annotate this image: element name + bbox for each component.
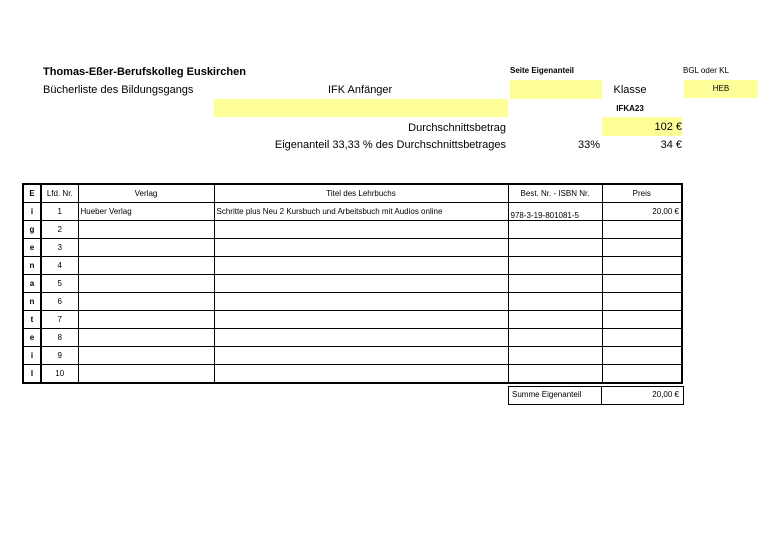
preis-cell[interactable]	[602, 365, 682, 384]
empty-highlight-field[interactable]	[214, 99, 508, 117]
table-row	[23, 329, 682, 347]
isbn-cell[interactable]	[508, 239, 602, 257]
preis-cell[interactable]	[602, 311, 682, 329]
row-number: 6	[41, 293, 78, 311]
titel-cell[interactable]	[214, 329, 508, 347]
isbn-cell[interactable]	[508, 257, 602, 275]
bgl-value: HEB	[712, 84, 730, 93]
column-header-preis: Preis	[602, 184, 682, 203]
row-number: 4	[41, 257, 78, 275]
school-title: Thomas-Eßer-Berufskolleg Euskirchen	[43, 66, 246, 78]
side-letter: n	[23, 293, 41, 311]
verlag-cell[interactable]	[78, 293, 214, 311]
own-share-percent: 33%	[577, 139, 600, 151]
table-row	[23, 239, 682, 257]
side-letter: a	[23, 275, 41, 293]
isbn-cell[interactable]: 978-3-19-801081-5	[508, 203, 602, 221]
table-row	[23, 311, 682, 329]
table-row	[23, 347, 682, 365]
isbn-cell[interactable]	[508, 275, 602, 293]
titel-cell[interactable]	[214, 347, 508, 365]
verlag-cell[interactable]: Hueber Verlag	[78, 203, 214, 221]
side-letter: g	[23, 221, 41, 239]
verlag-cell[interactable]	[78, 347, 214, 365]
course-highlight-field[interactable]	[510, 80, 602, 99]
side-letter: n	[23, 257, 41, 275]
klasse-value: IFKA23	[616, 104, 644, 113]
bgl-label: BGL oder KL	[683, 66, 729, 75]
row-number: 7	[41, 311, 78, 329]
preis-cell[interactable]	[602, 257, 682, 275]
summary-value: 20,00 €	[652, 390, 679, 399]
titel-cell[interactable]	[214, 239, 508, 257]
isbn-cell[interactable]	[508, 293, 602, 311]
isbn-cell[interactable]	[508, 221, 602, 239]
table-header-row	[23, 184, 682, 203]
preis-cell[interactable]	[602, 221, 682, 239]
verlag-cell[interactable]	[78, 329, 214, 347]
table-row	[23, 221, 682, 239]
summary-divider	[601, 386, 602, 404]
verlag-cell[interactable]	[78, 275, 214, 293]
klasse-label: Klasse	[613, 84, 647, 96]
titel-cell[interactable]	[214, 311, 508, 329]
seite-eigenanteil-label: Seite Eigenanteil	[510, 66, 575, 75]
preis-cell[interactable]: 20,00 €	[602, 203, 682, 221]
verlag-cell[interactable]	[78, 239, 214, 257]
table-row	[23, 293, 682, 311]
side-letter: e	[23, 329, 41, 347]
own-share-value: 34 €	[660, 139, 682, 151]
column-header-lfd-nr: Lfd. Nr.	[41, 184, 78, 203]
table-row	[23, 203, 682, 221]
preis-cell[interactable]	[602, 347, 682, 365]
column-header-e: E	[23, 184, 41, 203]
verlag-cell[interactable]	[78, 365, 214, 384]
column-header-verlag: Verlag	[78, 184, 214, 203]
verlag-cell[interactable]	[78, 221, 214, 239]
titel-cell[interactable]	[214, 221, 508, 239]
summary-label: Summe Eigenanteil	[512, 390, 582, 399]
average-value: 102 €	[654, 121, 682, 133]
verlag-cell[interactable]	[78, 311, 214, 329]
side-letter: i	[23, 347, 41, 365]
row-number: 9	[41, 347, 78, 365]
row-number: 5	[41, 275, 78, 293]
table-row	[23, 257, 682, 275]
course-name: IFK Anfänger	[328, 84, 393, 96]
titel-cell[interactable]: Schritte plus Neu 2 Kursbuch und Arbeitsbuch mit Audios online	[214, 203, 508, 221]
table-row	[23, 275, 682, 293]
side-letter: l	[23, 365, 41, 384]
book-table	[22, 183, 683, 384]
column-header-titel: Titel des Lehrbuchs	[214, 184, 508, 203]
preis-cell[interactable]	[602, 293, 682, 311]
isbn-cell[interactable]	[508, 365, 602, 384]
titel-cell[interactable]	[214, 365, 508, 384]
verlag-cell[interactable]	[78, 257, 214, 275]
isbn-cell[interactable]	[508, 347, 602, 365]
titel-cell[interactable]	[214, 257, 508, 275]
side-letter: t	[23, 311, 41, 329]
row-number: 2	[41, 221, 78, 239]
titel-cell[interactable]	[214, 293, 508, 311]
isbn-cell[interactable]	[508, 311, 602, 329]
row-number: 10	[41, 365, 78, 384]
isbn-cell[interactable]	[508, 329, 602, 347]
row-number: 1	[41, 203, 78, 221]
table-row	[23, 365, 682, 384]
row-number: 8	[41, 329, 78, 347]
preis-cell[interactable]	[602, 239, 682, 257]
booklist-label: Bücherliste des Bildungsgangs	[43, 84, 194, 96]
average-label: Durchschnittsbetrag	[408, 122, 506, 134]
side-letter: e	[23, 239, 41, 257]
titel-cell[interactable]	[214, 275, 508, 293]
preis-cell[interactable]	[602, 275, 682, 293]
preis-cell[interactable]	[602, 329, 682, 347]
side-letter: i	[23, 203, 41, 221]
row-number: 3	[41, 239, 78, 257]
own-share-label: Eigenanteil 33,33 % des Durchschnittsbetrages	[274, 139, 506, 151]
column-header-isbn: Best. Nr. - ISBN Nr.	[508, 184, 602, 203]
